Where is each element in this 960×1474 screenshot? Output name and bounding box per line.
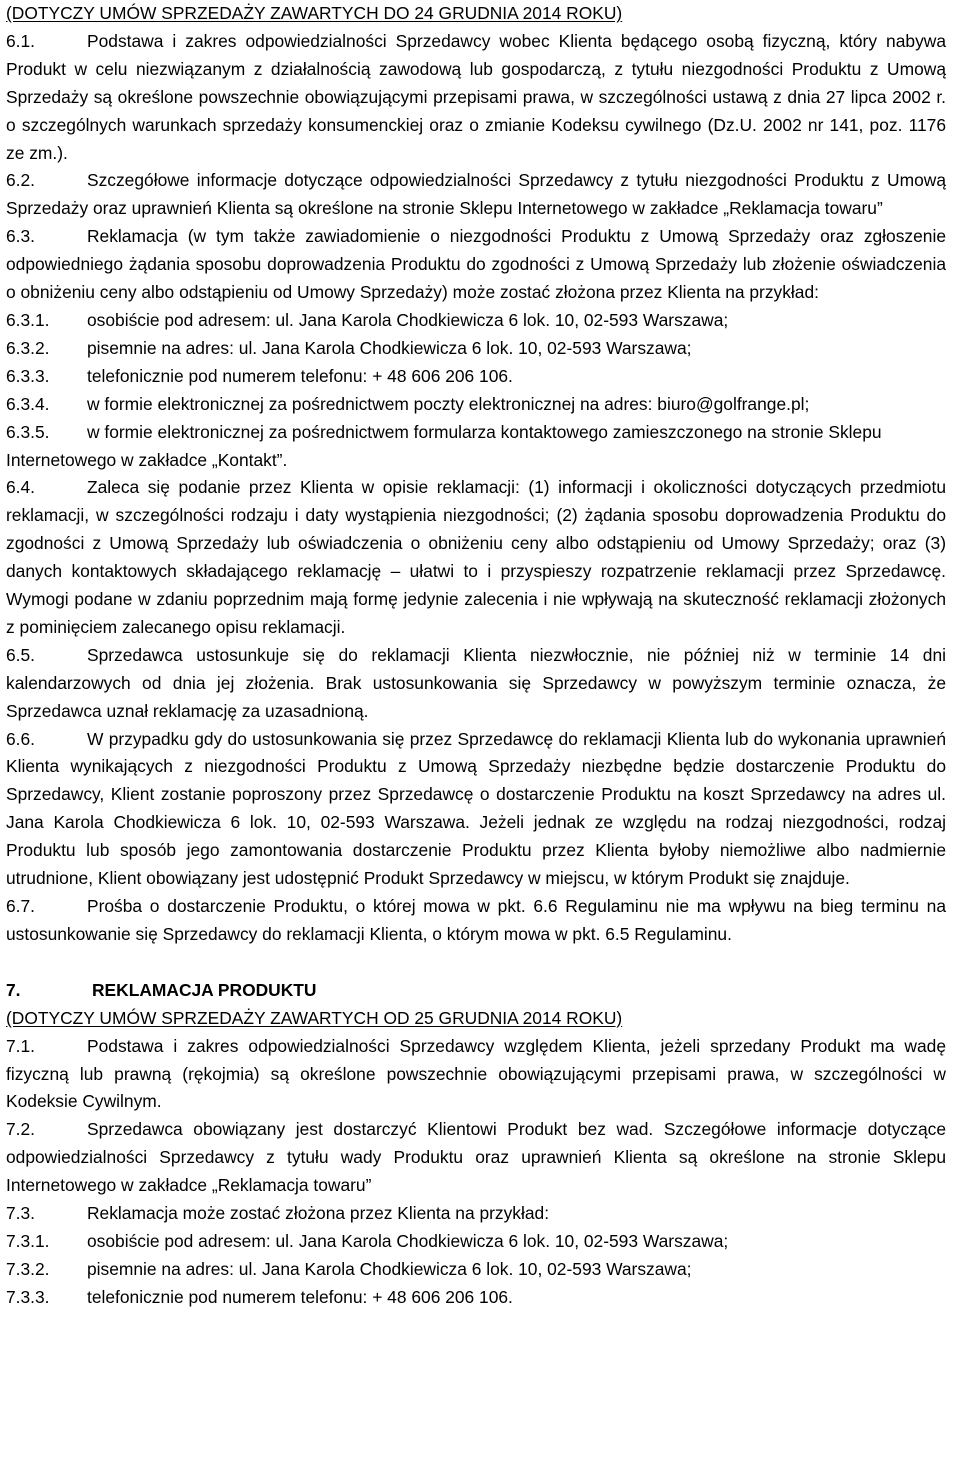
clause-number: 6.5. xyxy=(6,644,36,665)
clause-6-2 xyxy=(6,167,946,223)
clause-text: w formie elektronicznej za pośrednictwem formularza kontaktowego zamieszczonego na stronie Sklepu Internetowego w zakładce „Kontakt”. xyxy=(6,421,882,470)
clause-text: Reklamacja może zostać złożona przez Klienta na przykład: xyxy=(87,1203,550,1224)
clause-7-3-1 xyxy=(6,1228,946,1256)
section-7-subheading: (DOTYCZY UMÓW SPRZEDAŻY ZAWARTYCH OD 25 GRUDNIA 2014 ROKU) xyxy=(6,1007,623,1028)
clause-number: 6.3.5. xyxy=(6,421,50,442)
clause-6-3-5 xyxy=(6,419,946,475)
clause-text: telefonicznie pod numerem telefonu: + 48 606 206 106. xyxy=(87,365,513,386)
clause-number: 7.3.2. xyxy=(6,1258,50,1279)
clause-7-3-2 xyxy=(6,1256,946,1284)
clause-number: 6.1. xyxy=(6,30,36,51)
clause-text: telefonicznie pod numerem telefonu: + 48 606 206 106. xyxy=(87,1286,513,1307)
clause-text: Zaleca się podanie przez Klienta w opisie reklamacji: (1) informacji i okoliczności dotyczących przedmiotu reklamacji, w szczególności rodzaju i daty wystąpienia niezgodności; (2) żądania sposobu doprowadzenia Produktu do zgodności z Umową Sprzedaży lub oświadczenia o obniżeniu ceny albo odstąpieniu od Umowy Sprzedaży; oraz (3) danych kontaktowych składającego reklamację – ułatwi to i przyspieszy rozpatrzenie reklamacji przez Sprzedawcę. Wymogi podane w zdaniu poprzednim mają formę jedynie zalecenia i nie wpływają na skuteczność reklamacji złożonych z pominięciem zalecanego opisu reklamacji. xyxy=(6,477,946,637)
clause-number: 6.3.1. xyxy=(6,309,50,330)
clause-text: Podstawa i zakres odpowiedzialności Sprzedawcy względem Klienta, jeżeli sprzedany Produkt ma wadę fizyczną lub prawną (rękojmia) są określone powszechnie obowiązującymi przepisami prawa, w szczególności w Kodeksie Cywilnym. xyxy=(6,1035,946,1112)
clause-text: Szczegółowe informacje dotyczące odpowiedzialności Sprzedawcy z tytułu niezgodności Produktu z Umową Sprzedaży oraz uprawnień Klienta są określone na stronie Sklepu Internetowego w zakładce „Reklamacja towaru” xyxy=(6,170,946,219)
clause-text: W przypadku gdy do ustosunkowania się przez Sprzedawcę do reklamacji Klienta lub do wykonania uprawnień Klienta wynikających z niezgodności Produktu z Umową Sprzedaży niezbędne będzie dostarczenie Produktu do Sprzedawcy, Klient zostanie poproszony przez Sprzedawcę o dostarczenie Produktu na koszt Sprzedawcy na adres ul. Jana Karola Chodkiewicza 6 lok. 10, 02-593 Warszawa. Jeżeli jednak ze względu na rodzaj niezgodności, rodzaj Produktu lub sposób jego zamontowania dostarczenie Produktu przez Klienta byłoby niemożliwe albo nadmiernie utrudnione, Klient obowiązany jest udostępnić Produkt Sprzedawcy w miejscu, w którym Produkt się znajduje. xyxy=(6,728,946,889)
clause-number: 6.3.3. xyxy=(6,365,50,386)
clause-6-3-2 xyxy=(6,335,946,363)
clause-6-6 xyxy=(6,726,946,893)
clause-text: Sprzedawca obowiązany jest dostarczyć Klientowi Produkt bez wad. Szczegółowe informacje dotyczące odpowiedzialności Sprzedawcy z tytułu wady Produktu oraz uprawnień Klienta są określone na stronie Sklepu Internetowego w zakładce „Reklamacja towaru” xyxy=(6,1119,946,1196)
clause-text: w formie elektronicznej za pośrednictwem poczty elektronicznej na adres: biuro@golfrange.pl; xyxy=(87,393,810,414)
clause-number: 6.7. xyxy=(6,896,36,916)
clause-number: 7.3. xyxy=(6,1203,36,1224)
section-title: REKLAMACJA PRODUKTU xyxy=(92,979,317,1000)
clause-number: 7.3.3. xyxy=(6,1286,50,1307)
clause-7-2 xyxy=(6,1116,946,1200)
clause-number: 6.3. xyxy=(6,226,36,247)
clause-number: 6.4. xyxy=(6,477,36,498)
clause-number: 6.3.2. xyxy=(6,337,50,358)
clause-text: osobiście pod adresem: ul. Jana Karola Chodkiewicza 6 lok. 10, 02-593 Warszawa; xyxy=(87,309,729,330)
clause-7-3 xyxy=(6,1200,946,1228)
clause-number: 7.1. xyxy=(6,1035,36,1056)
clause-text: Podstawa i zakres odpowiedzialności Sprzedawcy wobec Klienta będącego osobą fizyczną, który nabywa Produkt w celu niezwiązanym z działalnością zawodową lub gospodarczą, z tytułu niezgodności Produktu z Umową Sprzedaży są określone powszechnie obowiązującymi przepisami prawa, w szczególności ustawą z dnia 27 lipca 2002 r. o szczególnych warunkach sprzedaży konsumenckiej oraz o zmianie Kodeksu cywilnego (Dz.U. 2002 nr 141, poz. 1176 ze zm.). xyxy=(6,30,946,163)
clause-number: 6.6. xyxy=(6,728,36,749)
clause-6-1 xyxy=(6,28,946,168)
clause-6-4 xyxy=(6,474,946,641)
clause-6-5 xyxy=(6,642,946,726)
clause-6-3 xyxy=(6,223,946,307)
clause-text: Sprzedawca ustosunkuje się do reklamacji Klienta niezwłocznie, nie później niż w terminie 14 dni kalendarzowych od dnia jej złożenia. Brak ustosunkowania się Sprzedawcy w powyższym terminie oznacza, że Sprzedawca uznał reklamację za uzasadnioną. xyxy=(6,644,946,721)
clause-text: pisemnie na adres: ul. Jana Karola Chodkiewicza 6 lok. 10, 02-593 Warszawa; xyxy=(87,337,692,358)
clause-7-3-3 xyxy=(6,1284,946,1312)
clause-6-7 xyxy=(6,893,946,949)
clause-number: 7.3.1. xyxy=(6,1230,50,1251)
section-6-subheading: (DOTYCZY UMÓW SPRZEDAŻY ZAWARTYCH DO 24 GRUDNIA 2014 ROKU) xyxy=(6,3,623,23)
clause-text: pisemnie na adres: ul. Jana Karola Chodkiewicza 6 lok. 10, 02-593 Warszawa; xyxy=(87,1258,692,1279)
clause-text: osobiście pod adresem: ul. Jana Karola Chodkiewicza 6 lok. 10, 02-593 Warszawa; xyxy=(87,1230,729,1251)
clause-text: Reklamacja (w tym także zawiadomienie o niezgodności Produktu z Umową Sprzedaży oraz zgłoszenie odpowiedniego żądania sposobu doprowadzenia Produktu do zgodności z Umową Sprzedaży lub złożenie oświadczenia o obniżeniu ceny albo odstąpieniu od Umowy Sprzedaży) może zostać złożona przez Klienta na przykład: xyxy=(6,226,946,303)
section-gap xyxy=(6,949,946,977)
clause-text: Prośba o dostarczenie Produktu, o której mowa w pkt. 6.6 Regulaminu nie ma wpływu na bieg terminu na ustosunkowanie się Sprzedawcy do reklamacji Klienta, o którym mowa w pkt. 6.5 Regulaminu. xyxy=(6,896,946,944)
section-number: 7. xyxy=(6,979,21,1000)
clause-6-3-1 xyxy=(6,307,946,335)
clause-number: 7.2. xyxy=(6,1119,36,1140)
clause-7-1 xyxy=(6,1033,946,1117)
clause-6-3-3 xyxy=(6,363,946,391)
clause-6-3-4 xyxy=(6,391,946,419)
section-7-heading xyxy=(6,977,946,1005)
clause-number: 6.3.4. xyxy=(6,393,50,414)
clause-number: 6.2. xyxy=(6,170,36,191)
